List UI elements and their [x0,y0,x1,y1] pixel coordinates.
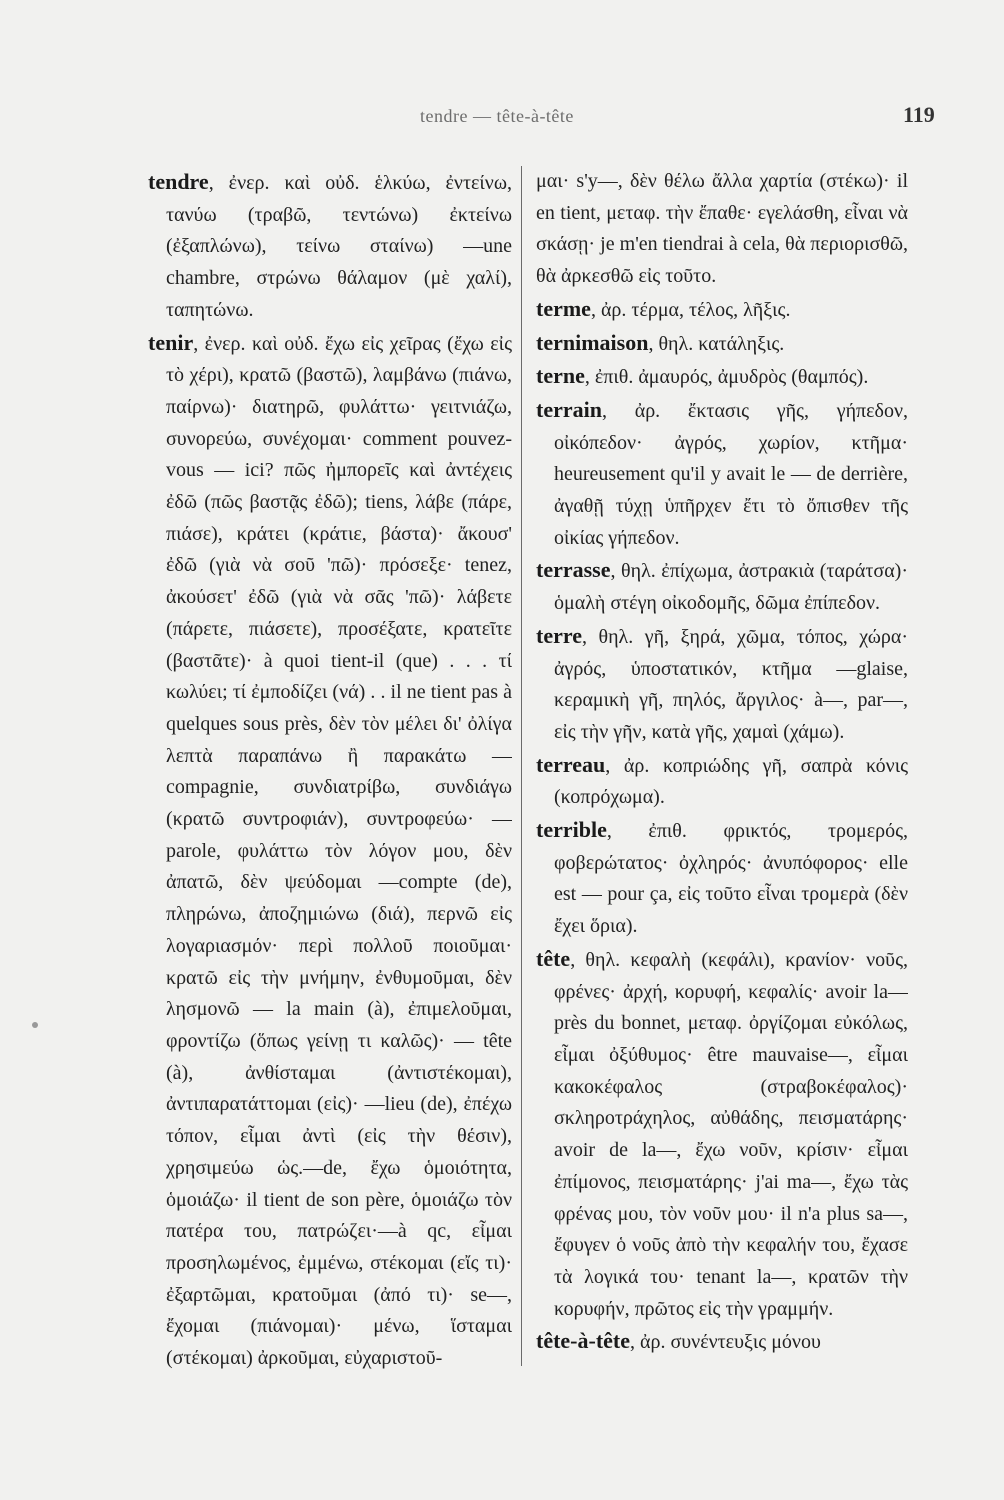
entry-headword: terreau [536,751,606,777]
entry-definition: , θηλ. ἐπίχωμα, ἀστρακιὰ (ταράτσα)· ὁμαλὴ στέγη οἰκοδομῆς, δῶμα ἐπίπεδον. [554,560,908,615]
running-head: tendre — tête-à-tête [420,106,574,126]
dictionary-entry [536,943,908,1325]
right-column [536,166,908,1374]
entry-definition: , ἐνερ. καὶ οὐδ. ἑλκύω, ἐντείνω, τανύω (τραβῶ, τεντώνω) ἐκτείνω (ἐξαπλώνω), τείνω σταίνω) —une chambre, στρώνω θάλαμον (μὲ χαλί), ταπητώνω. [166,172,512,321]
entry-definition: , θηλ. κεφαλὴ (κεφάλι), κρανίον· νοῦς, φρένες· ἀρχή, κορυφή, κεφαλίς· avoir la—près du bonnet, μεταφ. ὀργίζομαι εὐκόλως, εἶμαι ὀξύθυμος· être mauvaise—, εἶμαι κακοκέφαλος (στραβοκέφαλος)· σκληροτράχηλος, αὐθάδης, πεισματάρης· avoir de la—, ἔχω νοῦν, κρίσιν· εἶμαι ἐπίμονος, πεισματάρης· j'ai ma—, ἔχω τὰς φρένας μου, τὸν νοῦν μου· il n'a plus sa—, ἔφυγεν ὁ νοῦς ἀπὸ τὴν κεφαλήν του, ἔχασε τὰ λογικά του· tenant la—, κρατῶν τὴν κορυφήν, πρῶτος εἰς τὴν γραμμήν. [554,948,908,1320]
entry-definition: , ἀρ. ἔκτασις γῆς, γήπεδον, οἰκόπεδον· ἀγρός, χωρίον, κτῆμα· heureusement qu'il y avait le — de derrière, ἀγαθῇ τύχῃ ὑπῆρχεν ἔτι τὸ ὄπισθεν τῆς οἰκίας γήπεδον. [554,399,908,549]
entry-definition: , ἐπιθ. ἀμαυρός, ἀμυδρὸς (θαμπός). [584,366,869,389]
dictionary-entry [536,749,908,814]
dictionary-entry-continuation [536,166,908,293]
entry-headword: tête [536,945,571,971]
page-number: 119 [903,102,935,127]
entry-definition: , ἐπιθ. φρικτός, τρομερός, φοβερώτατος· ὀχληρός· ἀνυπόφορος· elle est — pour ça, εἰς τοῦτο εἶναι τρομερὰ (δὲν ἔχει ὅρια). [554,820,908,938]
dictionary-entry [536,620,908,749]
entry-headword: terrasse [536,557,611,583]
entry-headword: terne [536,363,585,389]
entry-headword: tendre [148,169,209,194]
entry-definition: , ἀρ. συνέντευξις μόνου [630,1331,821,1354]
left-column [148,166,512,1374]
entry-definition: , ἐνερ. καὶ οὐδ. ἔχω εἰς χεῖρας (ἔχω εἰς τὸ χέρι), κρατῶ (βαστῶ), λαμβάνω (πιάνω, παίρνω)· διατηρῶ, φυλάττω· γειτνιάζω, συνορεύω, συνέχομαι· comment pouvez-vous — ici? πῶς ἠμπορεῖς καὶ ἀντέχεις ἐδῶ (πῶς βαστᾷς ἐδῶ); tiens, λάβε (πάρε, πιάσε), κράτει (κράτιε, βάστα)· ἄκουσ' ἐδῶ (γιὰ νὰ σοῦ 'πῶ)· πρόσεξε· tenez, ἀκούσετ' ἐδῶ (γιὰ νὰ σᾶς 'πῶ)· λάβετε (πάρετε, πιάσετε), προσέξατε, κρατεῖτε (βαστᾶτε)· à quoi tient-il (que) . . . τί κωλύει; τί ἐμποδίζει (νά) . . il ne tient pas à quelques sous près, δὲν τὸν μέλει δι' ὀλίγα λεπτὰ παραπάνω ἢ παρακάτω — compagnie, συνδιατρίβω, συνδιάγω (κρατῶ συντροφιάν), συντροφεύω· — parole, φυλάττω τὸν λόγον μου, δὲν ἀπατῶ, δὲν ψεύδομαι —compte (de), πληρώνω, ἀποζημιώνω (διά), περνῶ εἰς λογαριασμόν· περὶ πολλοῦ ποιοῦμαι· κρατῶ εἰς τὴν μνήμην, ἐνθυμοῦμαι, δὲν λησμονῶ — la main (à), ἐπιμελοῦμαι, φροντίζω (ὅπως γείνῃ τι καλῶς)· — tête (à), ἀνθίσταμαι (ἀντιστέκομαι), ἀντιπαρατάττομαι (εἰς)· —lieu (de), ἐπέχω τόπον, εἶμαι ἀντὶ (εἰς τὴν θέσιν), χρησιμεύω ὡς.—de, ἔχω ὁμοιότητα, ὁμοιάζω· il tient de son père, ὁμοιάζω τὸν πατέρα του, πατρώζει·—à qc, εἶμαι προσηλωμένος, ἐμμένω, στέκομαι (εἴς τι)· ἐξαρτῶμαι, κρατοῦμαι (ἀπό τι)· se—, ἔχομαι (πιάνομαι)· μένω, ἵσταμαι (στέκομαι) ἀρκοῦμαι, εὐχαριστοῦ- [166,332,512,1370]
dictionary-entry [536,554,908,619]
entry-headword: terme [536,295,591,321]
entry-definition: , θηλ. κατάληξις. [648,332,785,355]
entry-definition: , ἀρ. τέρμα, τέλος, λῆξις. [590,298,791,321]
column-divider [521,166,522,1366]
entry-headword: tête-à-tête [536,1328,631,1354]
entry-definition: , ἀρ. κοπριώδης γῆ, σαπρὰ κόνις (κοπρόχωμα). [554,754,908,809]
dictionary-entry [536,293,908,327]
dictionary-entry [536,327,908,361]
entry-headword: terrain [536,396,602,422]
dictionary-entry [536,360,908,394]
entry-headword: ternimaison [536,329,649,355]
entry-headword: terrible [536,817,607,843]
entry-headword: tenir [148,329,194,355]
dictionary-entry [148,166,512,327]
entry-definition: , θηλ. γῆ, ξηρά, χῶμα, τόπος, χώρα· ἀγρός, ὑποστατικόν, κτῆμα —glaise, κεραμικὴ γῆ, πηλός, ἄργιλος· à—, par—, εἰς τὴν γῆν, κατὰ γῆς, χαμαὶ (χάμω). [554,625,908,743]
dictionary-entry [536,394,908,555]
dictionary-entry [536,1325,908,1359]
margin-dot [32,1022,38,1028]
dictionary-entry [148,327,512,1374]
entry-headword: terre [536,622,582,648]
dictionary-entry [536,814,908,943]
entry-definition: μαι· s'y—, δὲν θέλω ἄλλα χαρτία (στέκω)· il en tient, μεταφ. τὴν ἔπαθε· εγελάσθη, εἶναι νὰ σκάσῃ· je m'en tiendrai à cela, θὰ περιορισθῶ, θὰ ἀρκεσθῶ εἰς τοῦτο. [536,170,908,288]
